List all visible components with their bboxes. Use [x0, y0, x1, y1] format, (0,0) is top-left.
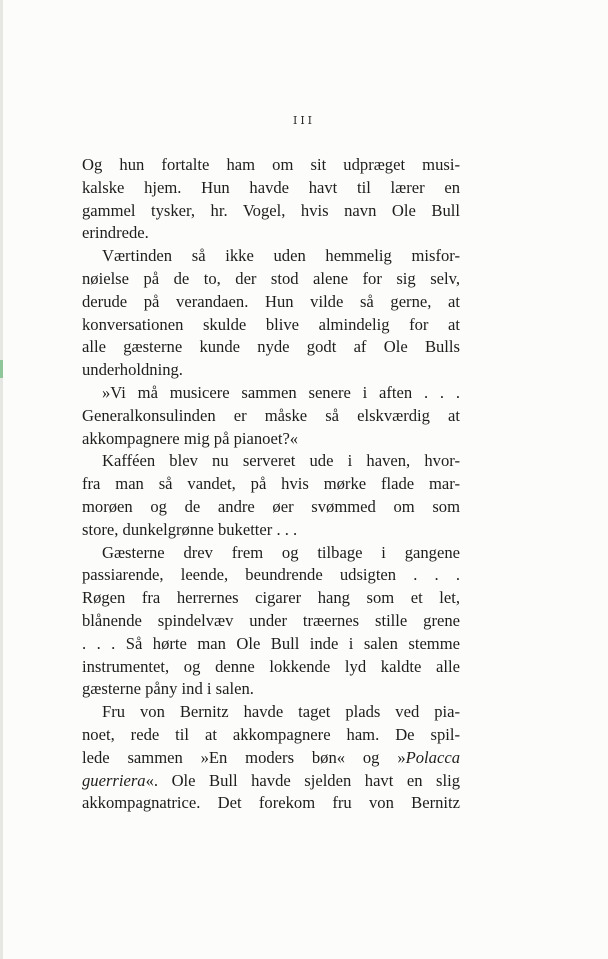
page-number: III: [292, 114, 316, 127]
text-line: [82, 747, 460, 770]
text-line: morøen og de andre øer svømmed om som: [82, 496, 460, 516]
text-segment: «. Ole Bull havde sjelden havt en slig: [145, 770, 460, 790]
text-line: blånende spindelvæv under træernes stille grene: [82, 610, 460, 630]
text-line: Og hun fortalte ham om sit udpræget musi-: [82, 155, 460, 174]
text-line: »Vi må musicere sammen senere i aften . . .: [102, 382, 460, 402]
italic-title: Polacca: [405, 747, 460, 767]
text-line: . . . Så hørte man Ole Bull inde i salen stemme: [82, 633, 460, 653]
text-line: fra man så vandet, på hvis mørke flade mar-: [82, 474, 460, 494]
text-segment: lede sammen »En moders bøn« og »: [82, 747, 406, 767]
body-text: [82, 154, 460, 815]
text-line: Generalkonsulinden er måske så elskværdig at: [82, 405, 460, 425]
text-line: akkompagnere mig på pianoet?«: [82, 428, 299, 448]
text-line: nøielse på de to, der stod alene for sig selv,: [82, 268, 460, 288]
text-line: erindrede.: [82, 223, 149, 243]
italic-title: guerriera: [82, 770, 146, 790]
text-line: Fru von Bernitz havde taget plads ved pia-: [102, 702, 460, 722]
text-line: gammel tysker, hr. Vogel, hvis navn Ole Bull: [82, 200, 460, 220]
text-line: instrumentet, og denne lokkende lyd kaldte alle: [82, 656, 460, 676]
text-line: alle gæsterne kunde nyde godt af Ole Bulls: [82, 337, 460, 357]
page-edge-mark: [0, 360, 3, 378]
text-line: underholdning.: [82, 360, 183, 380]
text-line: Værtinden så ikke uden hemmelig misfor-: [102, 246, 460, 266]
text-line: konversationen skulde blive almindelig for at: [82, 314, 460, 334]
page-edge: [0, 0, 3, 959]
text-line: Kafféen blev nu serveret ude i haven, hvor-: [102, 451, 460, 471]
text-line: [82, 770, 460, 793]
text-line: kalske hjem. Hun havde havt til lærer en: [82, 177, 460, 197]
text-line: akkompagnatrice. Det forekom fru von Bernitz: [82, 793, 460, 813]
text-line: passiarende, leende, beundrende udsigten . . .: [82, 565, 460, 585]
text-line: Røgen fra herrernes cigarer hang som et let,: [82, 588, 460, 608]
text-line: store, dunkelgrønne buketter . . .: [82, 519, 298, 539]
text-line: noet, rede til at akkompagnere ham. De spil-: [82, 724, 460, 744]
text-line: derude på verandaen. Hun vilde så gerne, at: [82, 291, 460, 311]
text-line: Gæsterne drev frem og tilbage i gangene: [102, 542, 460, 562]
text-line: gæsterne påny ind i salen.: [82, 679, 254, 699]
